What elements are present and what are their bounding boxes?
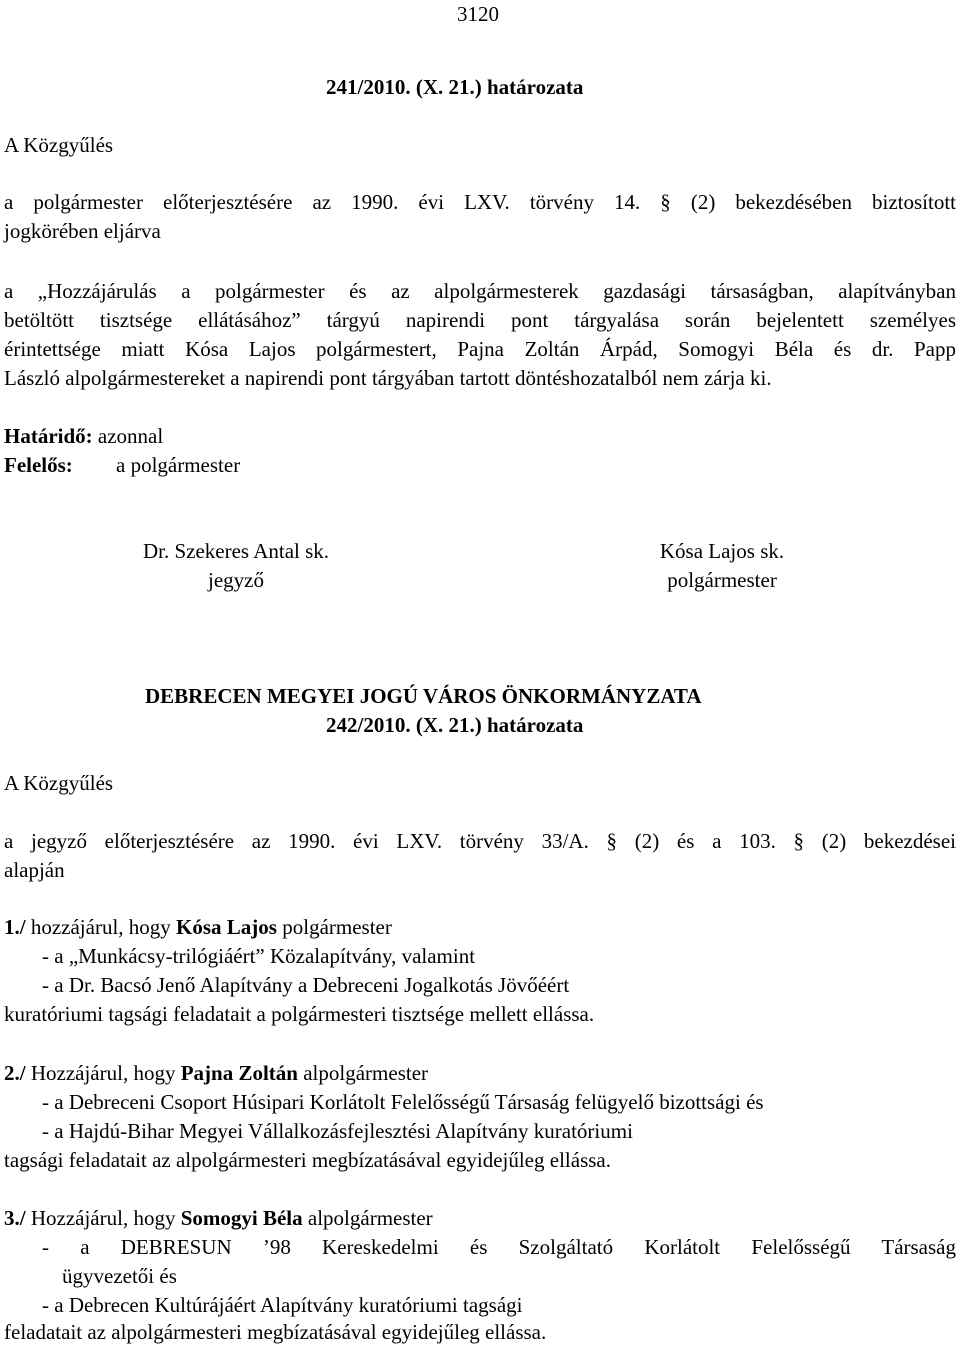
point-3-heading	[4, 1204, 433, 1233]
point-1-number: 1./	[4, 915, 26, 939]
org-heading: DEBRECEN MEGYEI JOGÚ VÁROS ÖNKORMÁNYZATA	[145, 684, 702, 708]
point-2-item-1: - a Debreceni Csoport Húsipari Korlátolt Felelősségű Társaság felügyelő bizottsági és	[42, 1090, 764, 1114]
point-2-person: Pajna Zoltán	[180, 1061, 298, 1085]
point-1-tail: kuratóriumi tagsági feladatait a polgármesteri tisztsége mellett ellássa.	[4, 1002, 595, 1026]
resolution-242-body: A Közgyűlés	[4, 771, 114, 795]
deadline-value: azonnal	[97, 424, 164, 448]
point-3-post: alpolgármester	[302, 1206, 433, 1230]
signature-right	[624, 537, 820, 595]
point-2-post: alpolgármester	[297, 1061, 429, 1085]
responsible-value: a polgármester	[116, 453, 241, 477]
point-2-number: 2./	[4, 1061, 26, 1085]
point-3-number: 3./	[4, 1206, 26, 1230]
point-3-person: Somogyi Béla	[180, 1206, 303, 1230]
resolution-241-para-line2: betöltött tisztsége ellátásához” tárgyú napirendi pont tárgyalása során bejelentett személyes	[4, 308, 956, 332]
point-3-item-1-line2: ügyvezetői és	[62, 1264, 177, 1288]
point-1-pre: hozzájárul, hogy	[25, 915, 177, 939]
resolution-241-para-line3: érintettsége miatt Kósa Lajos polgármestert, Pajna Zoltán Árpád, Somogyi Béla és dr. Papp	[4, 337, 956, 361]
deadline-label: Határidő:	[4, 424, 93, 448]
resolution-242-title: 242/2010. (X. 21.) határozata	[326, 713, 584, 737]
responsible-label: Felelős:	[4, 453, 73, 477]
signature-left	[118, 537, 354, 595]
resolution-241-para-line1: a „Hozzájárulás a polgármester és az alpolgármesterek gazdasági társaságban, alapítványban	[4, 279, 956, 303]
signature-left-name: Dr. Szekeres Antal sk.	[142, 539, 330, 563]
point-2-item-2: - a Hajdú-Bihar Megyei Vállalkozásfejlesztési Alapítvány kuratóriumi	[42, 1119, 633, 1143]
point-1-item-2: - a Dr. Bacsó Jenő Alapítvány a Debreceni Jogalkotás Jövőéért	[42, 973, 570, 997]
point-3-pre: Hozzájárul, hogy	[25, 1206, 181, 1230]
resolution-241-intro-line1: a polgármester előterjesztésére az 1990. évi LXV. törvény 14. § (2) bekezdésében biztosított	[4, 190, 956, 214]
point-1-post: polgármester	[276, 915, 392, 939]
resolution-241-title: 241/2010. (X. 21.) határozata	[326, 75, 584, 99]
page-number: 3120	[457, 2, 499, 26]
point-3-item-1-line1: - a DEBRESUN ’98 Kereskedelmi és Szolgáltató Korlátolt Felelősségű Társaság	[42, 1235, 956, 1259]
point-3-tail: feladatait az alpolgármesteri megbízatásával egyidejűleg ellássa.	[4, 1320, 547, 1344]
signature-left-title: jegyző	[208, 568, 264, 592]
signature-right-title: polgármester	[667, 568, 777, 592]
responsible-row	[4, 451, 240, 480]
resolution-241-intro-line2: jogkörében eljárva	[4, 219, 161, 243]
resolution-242-intro-line2: alapján	[4, 858, 65, 882]
point-2-heading	[4, 1059, 428, 1088]
point-1-item-1: - a „Munkácsy-trilógiáért” Közalapítvány, valamint	[42, 944, 476, 968]
point-2-tail: tagsági feladatait az alpolgármesteri megbízatásával egyidejűleg ellássa.	[4, 1148, 611, 1172]
point-3-item-2: - a Debrecen Kultúrájáért Alapítvány kuratóriumi tagsági	[42, 1293, 523, 1317]
resolution-242-intro-line1: a jegyző előterjesztésére az 1990. évi LXV. törvény 33/A. § (2) és a 103. § (2) bekezdései	[4, 829, 956, 853]
deadline-row	[4, 422, 163, 451]
resolution-241-para-line4: László alpolgármestereket a napirendi pont tárgyában tartott döntéshozatalból nem zárja ki.	[4, 366, 772, 390]
point-1-person: Kósa Lajos	[176, 915, 277, 939]
signature-right-name: Kósa Lajos sk.	[659, 539, 785, 563]
point-2-pre: Hozzájárul, hogy	[25, 1061, 181, 1085]
point-1-heading	[4, 913, 392, 942]
resolution-241-body: A Közgyűlés	[4, 133, 114, 157]
